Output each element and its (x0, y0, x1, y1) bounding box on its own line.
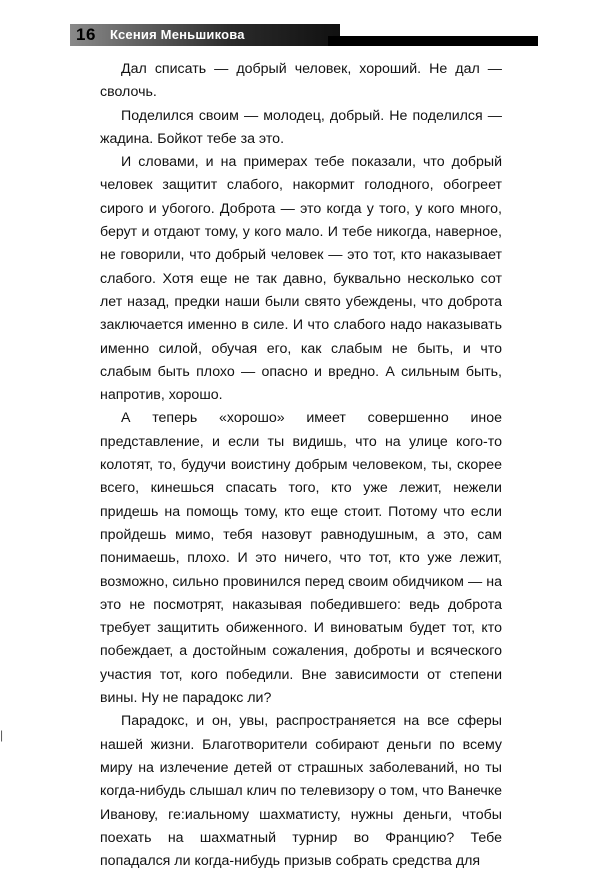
paragraph-1: Дал списать — добрый человек, хороший. Не дал — сволочь. (100, 61, 502, 101)
author-name: Ксения Меньшикова (110, 27, 245, 42)
paragraph-3: И словами, и на примерах тебе показали, что добрый человек защитит слабого, накормит голодного, обогреет сирого и убогого. Доброта — это когда у того, у кого много, берут и отдают тому, у кого мало. И тебе никогда, наверное, не говорили, что добрый человек — это тот, кто наказывает слабого. Хотя еще не так давно, буквально несколько сот лет назад, предки наши были свято убеждены, что доброта заключается именно в силе. И что слабого надо наказывать именно силой, обучая его, как слабым не быть, и что слабым быть плохо — опасно и вредно. А сильным быть, напротив, хорошо. (100, 154, 502, 404)
paragraph-4: А теперь «хорошо» имеет совершенно иное представление, и если ты видишь, что на улице кого-то колотят, то, будучи воистину добрым человеком, ты, скорее всего, кинешься спасать того, кто уже лежит, нежели придешь на помощь тому, кто еще стоит. Потому что если пройдешь мимо, тебя назовут равнодушным, а это, сам понимаешь, плохо. И это ничего, что тот, кто уже лежит, возможно, сильно провинился перед своим обидчиком — на это не посмотрят, наказывая победившего: ведь доброта требует защитить обиженного. И виноватым будет тот, кто побеждает, а достойным сожаления, доброты и всяческого участия тот, кого победили. Вне зависимости от степени вины. Ну не парадокс ли? (100, 410, 502, 707)
scan-edge-mark: | (0, 728, 4, 742)
running-header (70, 24, 538, 46)
page-number: 16 (76, 25, 96, 44)
page-body (100, 58, 502, 873)
paragraph-2: Поделился своим — молодец, добрый. Не поделился — жадина. Бойкот тебе за это. (100, 107, 502, 147)
paragraph-5: Парадокс, и он, увы, распространяется на все сферы нашей жизни. Благотворители собирают деньги по всему миру на излечение детей от страшных заболеваний, но ты когда-нибудь слышал клич по телевизору о том, что Ванечке Иванову, ге:иальному шахматисту, нужны деньги, чтобы поехать на шахматный турнир во Францию? Тебе попадался ли когда-нибудь призыв собрать средства для (100, 713, 502, 870)
header-black-bar (328, 36, 538, 46)
